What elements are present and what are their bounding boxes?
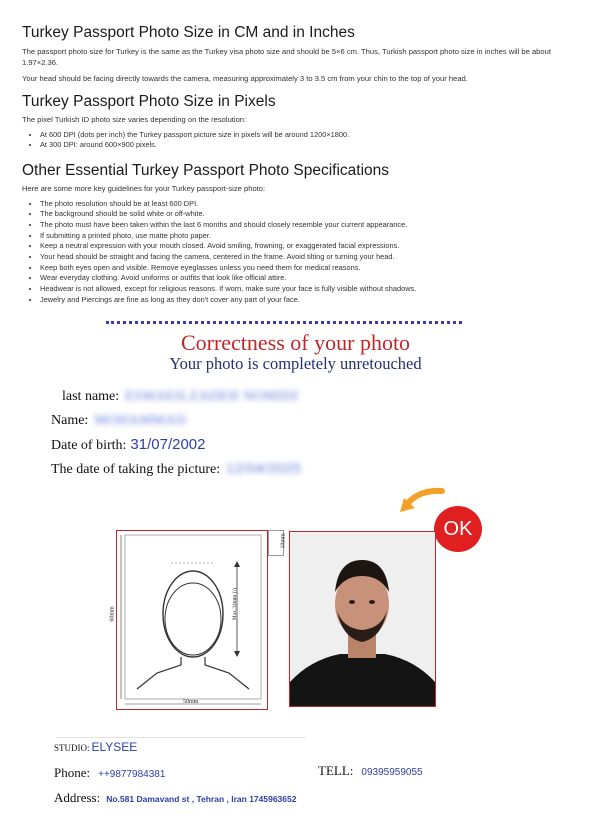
taken-date-label: The date of taking the picture: (51, 462, 221, 477)
correctness-subtitle: Your photo is completely unretouched (169, 354, 422, 373)
paragraph: The passport photo size for Turkey is the same as the Turkey visa photo size and should be 5×6 cm. Thus, Turkish passport photo size in inches will be about 1.97×2.36. (22, 47, 551, 67)
list-item: • At 300 DPI: around 600×900 pixels. (40, 140, 577, 151)
dob-value: 31/07/2002 (130, 436, 206, 453)
phone-row (54, 765, 165, 781)
last-name-row (62, 389, 298, 405)
studio-name: ELYSEE (91, 740, 138, 754)
footer-divider (56, 737, 306, 738)
paragraph: The pixel Turkish ID photo size varies depending on the resolution: (22, 115, 247, 124)
last-name-value: ESMAEILZADEH NOMIDI (125, 389, 299, 404)
dob-label: Date of birth: (51, 438, 127, 453)
address-value: No.581 Damavand st , Tehran , Iran 1745963652 (106, 794, 297, 804)
bullet-list (22, 130, 577, 151)
list-item: • Keep both eyes open and visible. Remove eyeglasses unless you need them for medical reasons. (40, 263, 577, 274)
top-margin-label: 10mm (280, 533, 287, 549)
head-template-graphic (117, 531, 267, 709)
taken-date-row (51, 460, 301, 478)
ok-badge: OK (434, 506, 482, 552)
list-item: • At 600 DPI (dots per inch) the Turkey passport picture size in pixels will be around 1200×1800. (40, 130, 577, 141)
section-cm-inches (22, 24, 577, 85)
section-heading: Turkey Passport Photo Size in CM and in Inches (22, 24, 355, 41)
phone-label: Phone: (54, 765, 91, 780)
tell-label: TELL: (318, 763, 354, 778)
phone-value: ++9877984381 (98, 769, 166, 780)
list-item: • The photo resolution should be at least 600 DPI. (40, 199, 577, 210)
studio-row (54, 739, 137, 755)
studio-label: STUDIO: (54, 743, 90, 753)
dob-row (51, 436, 206, 454)
dotted-divider (106, 321, 462, 324)
address-label: Address: (54, 790, 101, 805)
passport-photo (289, 531, 436, 707)
name-row (51, 413, 186, 429)
section-pixels (22, 93, 577, 151)
name-value: MOHAMMAD (94, 413, 187, 428)
list-item: • Jewelry and Piercings are fine as long as they don't cover any part of your face. (40, 295, 577, 306)
paragraph: Your head should be facing directly towards the camera, measuring approximately 3 to 3.5 cm from your chin to the top of your head. (22, 74, 468, 83)
photo-size-diagram (109, 530, 268, 710)
name-label: Name: (51, 413, 89, 428)
tell-value: 09395959055 (361, 767, 423, 778)
last-name-label: last name: (62, 389, 120, 404)
portrait-illustration (290, 532, 435, 706)
head-size-label: Max.34mm (›) (232, 587, 239, 621)
bullet-list (22, 199, 577, 306)
curved-arrow-icon (398, 486, 446, 516)
list-item: • Your head should be straight and facing the camera, centered in the frame. Avoid tilting or turning your head. (40, 252, 577, 263)
list-item: • Wear everyday clothing. Avoid uniforms or outfits that look like official attire. (40, 273, 577, 284)
width-label: 50mm (183, 699, 199, 705)
section-specifications (22, 162, 577, 306)
list-item: • The photo must have been taken within the last 6 months and should closely resemble your current appearance. (40, 220, 577, 231)
paragraph: Here are some more key guidelines for your Turkey passport-size photo: (22, 184, 266, 193)
list-item: • Keep a neutral expression with your mouth closed. Avoid smiling, frowning, or exaggerated facial expressions. (40, 241, 577, 252)
taken-date-value: 12/04/2025 (226, 460, 302, 476)
tell-row (318, 763, 423, 779)
section-heading: Turkey Passport Photo Size in Pixels (22, 93, 276, 110)
address-row (54, 790, 296, 806)
section-heading: Other Essential Turkey Passport Photo Specifications (22, 162, 390, 179)
correctness-title: Correctness of your photo (180, 330, 411, 355)
list-item: • If submitting a printed photo, use matte photo paper. (40, 231, 577, 242)
list-item: • Headwear is not allowed, except for religious reasons. If worn, make sure your face is fully visible without shadows. (40, 284, 577, 295)
list-item: • The background should be solid white or off-white. (40, 209, 577, 220)
height-label: 60mm (109, 606, 116, 622)
